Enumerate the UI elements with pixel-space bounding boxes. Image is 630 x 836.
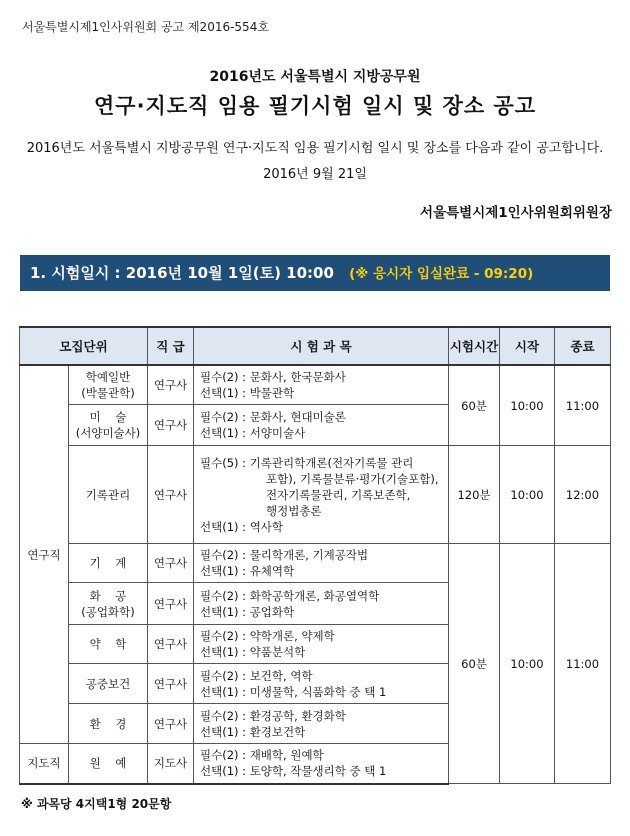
subject-line: 선택(1) : 약품분석학 <box>200 645 306 659</box>
table-row <box>20 365 611 405</box>
header-subjects: 시 험 과 목 <box>194 327 449 365</box>
dept-name: 원 예 <box>89 756 127 771</box>
subject-line: 선택(1) : 공업화학 <box>200 604 295 619</box>
grade-cell: 연구사 <box>148 365 194 405</box>
dept-cell <box>69 583 148 625</box>
subject-line: 선택(1) : 토양학, 작물생리학 중 택 1 <box>200 764 387 779</box>
dept-cell <box>69 446 148 544</box>
subject-line: 선택(1) : 서양미술사 <box>200 426 306 440</box>
header-duration: 시험시간 <box>449 327 500 365</box>
grade-cell: 연구사 <box>148 544 194 583</box>
document-title: 연구·지도직 임용 필기시험 일시 및 장소 공고 <box>94 94 536 118</box>
subject-line: 필수(5) : 기록관리학개론(전자기록물 관리 <box>200 455 414 470</box>
dept-cell <box>69 405 148 446</box>
subject-line: 포함), 기록물분류·평가(기술포함), <box>266 471 439 486</box>
dept-name: 화 공 <box>89 588 127 603</box>
dept-sub: (서양미술사) <box>75 426 141 440</box>
subject-line: 필수(2) : 화학공학개론, 화공열역학 <box>200 588 380 603</box>
end-cell: 12:00 <box>555 446 611 544</box>
dept-cell <box>69 664 148 704</box>
start-cell: 10:00 <box>500 365 555 446</box>
end-cell: 11:00 <box>555 544 611 784</box>
subjects-cell <box>194 446 449 544</box>
exam-schedule-table <box>19 326 611 785</box>
grade-cell: 지도사 <box>148 744 194 784</box>
table-row <box>20 446 611 544</box>
announcement-date: 2016년 9월 21일 <box>263 167 367 182</box>
dept-name: 약 학 <box>89 637 127 651</box>
notice-number: 서울특별시제1인사위원회 공고 제2016-554호 <box>22 20 269 34</box>
subject-line: 필수(2) : 문화사, 현대미술론 <box>200 410 346 424</box>
footer-note: ※ 과목당 4지택1형 20문항 <box>21 797 172 811</box>
dept-name: 미 술 <box>89 410 127 424</box>
subject-line: 필수(2) : 약학개론, 약제학 <box>200 629 335 643</box>
subject-line: 필수(2) : 물리학개론, 기계공작법 <box>200 548 369 562</box>
subject-line: 필수(2) : 재배학, 원예학 <box>200 748 324 763</box>
subject-line: 선택(1) : 미생물학, 식품화학 중 택 1 <box>200 684 387 699</box>
end-cell: 11:00 <box>555 365 611 446</box>
duration-cell: 120분 <box>449 446 500 544</box>
group-guidance: 지도직 <box>20 744 69 784</box>
dept-cell <box>69 365 148 405</box>
dept-name: 기록관리 <box>85 487 131 502</box>
grade-cell: 연구사 <box>148 446 194 544</box>
table-row <box>20 544 611 583</box>
subject-line: 선택(1) : 박물관학 <box>200 386 295 400</box>
dept-cell <box>69 704 148 744</box>
subjects-cell <box>194 664 449 704</box>
subjects-cell <box>194 583 449 625</box>
subject-line: 선택(1) : 역사학 <box>200 519 284 534</box>
subject-line: 필수(2) : 문화사, 한국문화사 <box>200 370 346 384</box>
start-cell: 10:00 <box>500 544 555 784</box>
duration-cell: 60분 <box>449 365 500 446</box>
duration-cell: 60분 <box>449 544 500 784</box>
dept-name: 기 계 <box>89 556 127 570</box>
grade-cell: 연구사 <box>148 405 194 446</box>
header-start: 시작 <box>500 327 555 365</box>
subject-line: 필수(2) : 환경공학, 환경화학 <box>200 708 346 723</box>
grade-cell: 연구사 <box>148 664 194 704</box>
group-research: 연구직 <box>20 365 69 744</box>
subjects-cell <box>194 544 449 583</box>
subjects-cell <box>194 405 449 446</box>
dept-name: 환 경 <box>89 716 127 731</box>
grade-cell: 연구사 <box>148 625 194 664</box>
subjects-cell <box>194 744 449 784</box>
subject-line: 선택(1) : 유체역학 <box>200 564 295 578</box>
header-end: 종료 <box>555 327 611 365</box>
subject-line: 전자기록물관리, 기록보존학, <box>266 487 411 502</box>
section-heading: 1. 시험일시 : 2016년 10월 1일(토) 10:00 <box>30 264 334 282</box>
table-header-row <box>20 327 611 365</box>
dept-name: 학예일반 <box>85 370 131 384</box>
subject-line: 행정법총론 <box>266 503 322 518</box>
dept-cell <box>69 544 148 583</box>
subject-line: 선택(1) : 환경보건학 <box>200 724 306 739</box>
dept-cell <box>69 744 148 784</box>
subjects-cell <box>194 704 449 744</box>
start-cell: 10:00 <box>500 446 555 544</box>
dept-sub: (공업화학) <box>81 604 135 619</box>
document-subtitle: 2016년도 서울특별시 지방공무원 <box>209 69 421 85</box>
dept-sub: (박물관학) <box>81 386 135 400</box>
grade-cell: 연구사 <box>148 583 194 625</box>
header-grade: 직 급 <box>148 327 194 365</box>
signer: 서울특별시제1인사위원회위원장 <box>420 205 612 221</box>
header-unit: 모집단위 <box>20 327 148 365</box>
dept-name: 공중보건 <box>85 676 131 691</box>
subject-line: 필수(2) : 보건학, 역학 <box>200 668 313 683</box>
grade-cell: 연구사 <box>148 704 194 744</box>
section-note: (※ 응시자 입실완료 - 09:20) <box>349 266 534 282</box>
subjects-cell <box>194 365 449 405</box>
dept-cell <box>69 625 148 664</box>
intro-text: 2016년도 서울특별시 지방공무원 연구·지도직 임용 필기시험 일시 및 장소를 다음과 같이 공고합니다. <box>26 141 604 156</box>
subjects-cell <box>194 625 449 664</box>
section-banner <box>20 255 610 291</box>
